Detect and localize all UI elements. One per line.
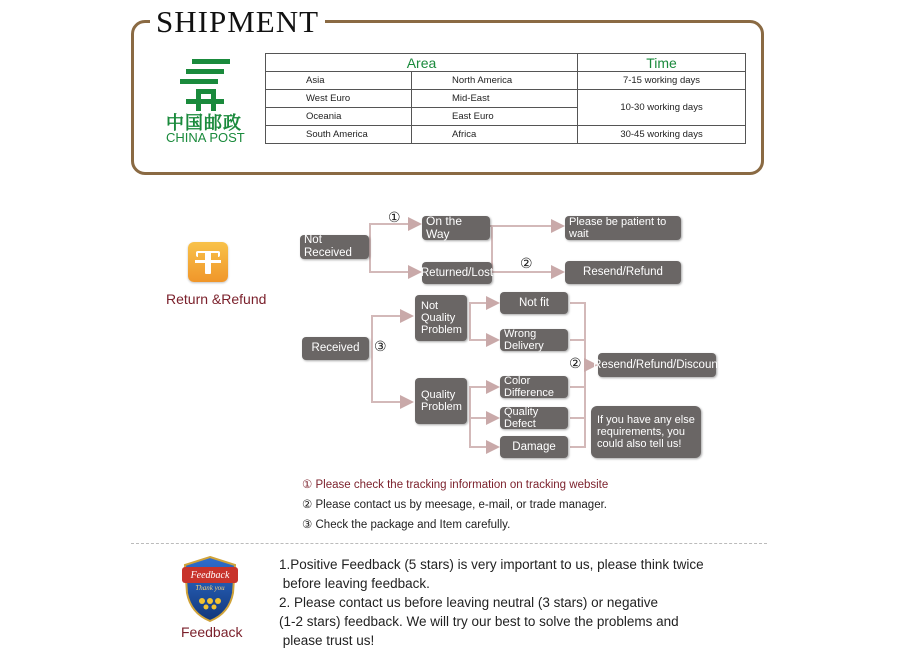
requirements-bubble: If you have any else requirements, you could also tell us! [591,406,701,458]
feedback-text: 1.Positive Feedback (5 stars) is very important to us, please think twice before leaving feedback. 2. Please contact us before leaving neutral (3 stars) or negative (1-2 stars) feedback. We will try our best to solve the problems and please trust us! [279,557,704,648]
section-divider [131,543,767,544]
table-cell: Oceania [266,108,412,126]
table-cell: South America [266,126,412,144]
wrong-delivery-box: Wrong Delivery [500,329,568,351]
step-marker-3: ③ [374,338,387,354]
table-cell: Asia [266,72,412,90]
return-refund-label: Return &Refund [166,291,267,307]
resend-refund-box: Resend/Refund [565,261,681,284]
badge-line-1: Feedback [190,570,230,581]
table-cell: West Euro [266,90,412,108]
shipment-title: SHIPMENT [150,4,325,40]
feedback-label: Feedback [181,624,243,640]
table-header-area: Area [266,54,578,72]
resend-refund-discount-box: Resend/Refund/Discount [598,353,716,377]
on-the-way-box: On the Way [422,216,490,240]
damage-box: Damage [500,436,568,458]
quality-problem-box: Quality Problem [415,378,467,424]
not-fit-box: Not fit [500,292,568,314]
china-post-logo-chinese: 中国邮政 [166,113,242,133]
quality-defect-box: Quality Defect [500,407,568,429]
table-cell: Africa [412,126,578,144]
table-cell: 30-45 working days [578,126,746,144]
step-marker-2b: ② [569,355,582,371]
not-quality-problem-box: Not Quality Problem [415,295,467,341]
returned-lost-box: Returned/Lost [422,262,492,284]
table-cell: East Euro [412,108,578,126]
note-2: ② Please contact us by meesage, e-mail, or trade manager. [302,499,607,511]
feedback-shield-icon [180,553,240,623]
note-1-text: ① Please check the tracking information on tracking website [302,479,609,491]
received-box: Received [302,337,369,360]
table-cell: 10-30 working days [578,90,746,126]
color-difference-box: Color Difference [500,376,568,398]
step-marker-2: ② [520,255,533,271]
table-header-time: Time [578,54,746,72]
table-cell: Mid-East [412,90,578,108]
table-cell: 7-15 working days [578,72,746,90]
be-patient-box: Please be patient to wait [565,216,681,240]
note-3: ③ Check the package and Item carefully. [302,519,511,531]
not-received-box: Not Received [300,235,369,259]
step-marker-1: ① [388,209,401,225]
badge-line-2: Thank you [195,584,225,592]
note-1 [302,477,608,491]
table-cell: North America [412,72,578,90]
china-post-logo-english: CHINA POST [166,130,245,145]
